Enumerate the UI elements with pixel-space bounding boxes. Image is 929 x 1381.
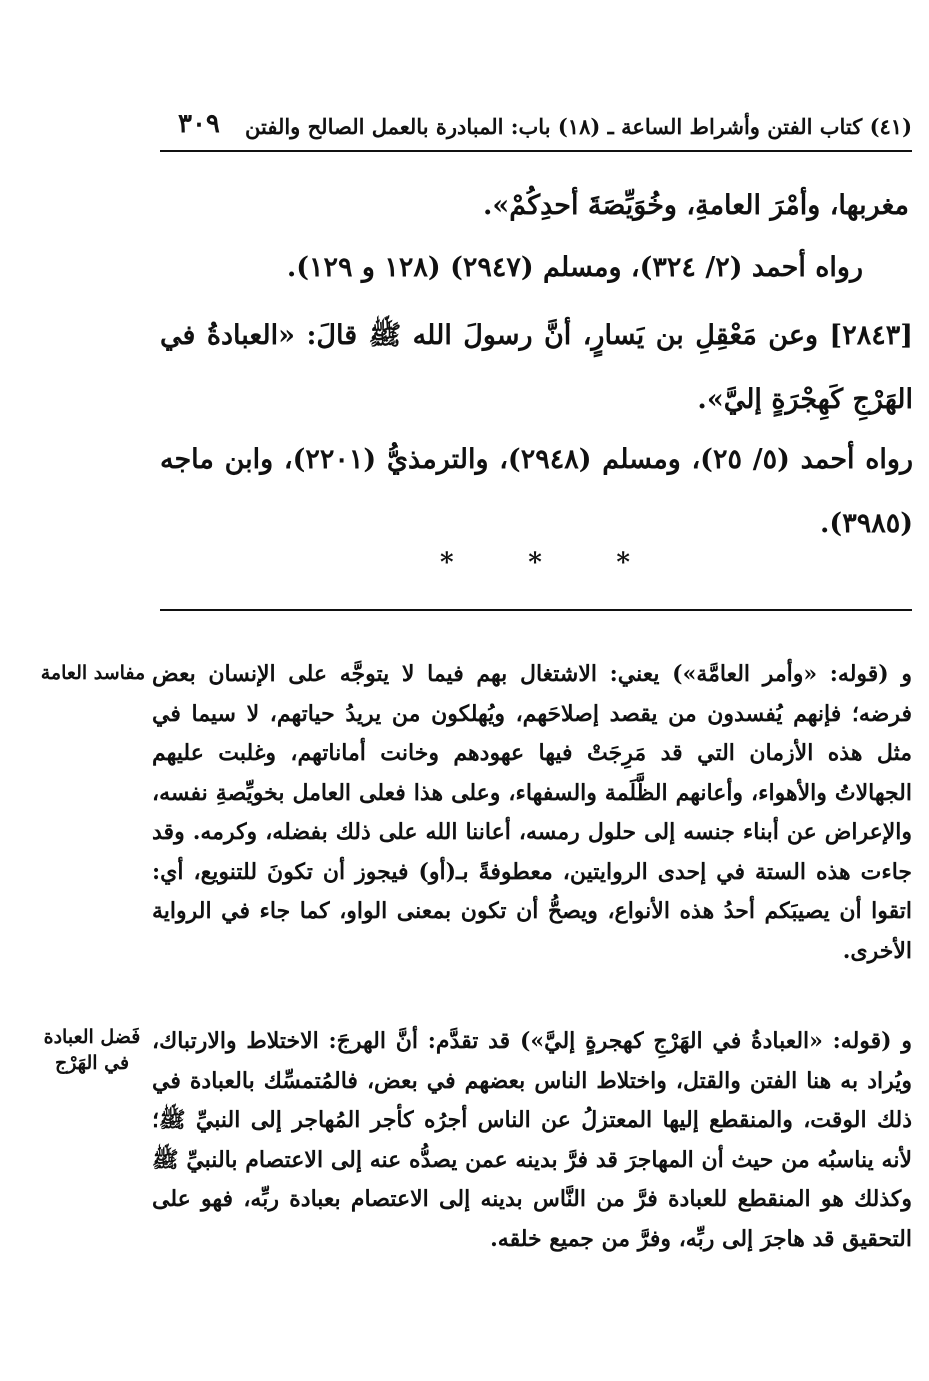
commentary-note-1: و (قوله: «وأمر العامَّة») يعني: الاشتغال بهم فيما لا يتوجَّه على الإنسان بعض فرضه؛ فإنهم يُفسدون من يقصد إصلاحَهم، ويُهلكون من يريدُ حياتهم، لا سيما في مثل هذه الأزمان التي قد مَرِجَتْ فيها عهودهم وخانت أماناتهم، وغلبت عليهم الجهالاتُ والأهواء، وأعانهم الظَّلَمة والسفهاء، وعلى هذا فعلى العامل بخويِّصةِ نفسه، والإعراض عن أبناء جنسه إلى حلول رمسه، أعاننا الله على ذلك بفضله، وكرمه. وقد جاءت هذه الستة في إحدى الروايتين، معطوفةً بـ(أو) فيجوز أن تكونَ للتنويع، أي: اتقوا أن يصيبَكم أحدُ هذه الأنواع، ويصحُّ أن تكون بمعنى الواو، كما جاء في الرواية الأخرى. [152, 661, 912, 964]
hadith-source-2: رواه أحمد (٥/ ٢٥)، ومسلم (٢٩٤٨)، والترمذيُّ (٢٢٠١)، وابن ماجه (٣٩٨٥). [160, 444, 913, 539]
hadith-text-continuation: مغربها، وأمْرَ العامةِ، وخُوَيِّصَةَ أحدِكُمْ». [483, 190, 909, 221]
margin-heading-2: فَضل العبادة في الهَرْج [43, 1026, 141, 1074]
separator-star: * [440, 548, 454, 578]
margin-heading-1: مفاسد العامة [40, 662, 146, 684]
separator-star: * [616, 548, 630, 578]
separator-star: * [528, 548, 542, 578]
hadith-source-1: رواه أحمد (٢/ ٣٢٤)، ومسلم (٢٩٤٧) (١٢٨ و ١٢٩). [286, 252, 863, 283]
running-title: (٤١) كتاب الفتن وأشراط الساعة ـ (١٨) باب: المبادرة بالعمل الصالح والفتن [245, 114, 912, 139]
hadith-2843: [٢٨٤٣] وعن مَعْقِلِ بن يَسارٍ، أنَّ رسولَ الله ﷺ قالَ: «العبادةُ في الهَرْجِ كَهِجْرَةٍ إليَّ». [160, 320, 913, 415]
page-header [160, 106, 912, 146]
header-rule [160, 150, 912, 152]
section-separator [440, 548, 630, 578]
page-number: ٣٠٩ [178, 109, 220, 139]
commentary-rule [160, 609, 912, 611]
commentary-note-2: و (قوله: «العبادةُ في الهَرْجِ كهجرةٍ إليَّ») قد تقدَّم: أنَّ الهرجَ: الاختلاط والارتباك، ويُراد به هنا الفتن والقتل، واختلاط الناس بعضهم في بعض، فالمُتمسِّك بالعبادة في ذلك الوقت، والمنقطع إليها المعتزلُ عن الناس أجرُه كأجر المُهاجر إلى النبيِّ ﷺ؛ لأنه يناسبُه من حيث أن المهاجرَ قد فرَّ بدينه عمن يصدُّه عنه إلى الاعتصام بالنبيِّ ﷺ وكذلك هو المنقطع للعبادة فرَّ من النَّاس بدينه إلى الاعتصام بعبادة ربِّه، فهو على التحقيق قد هاجرَ إلى ربِّه، وفرَّ من جميع خلقه. [152, 1028, 912, 1252]
